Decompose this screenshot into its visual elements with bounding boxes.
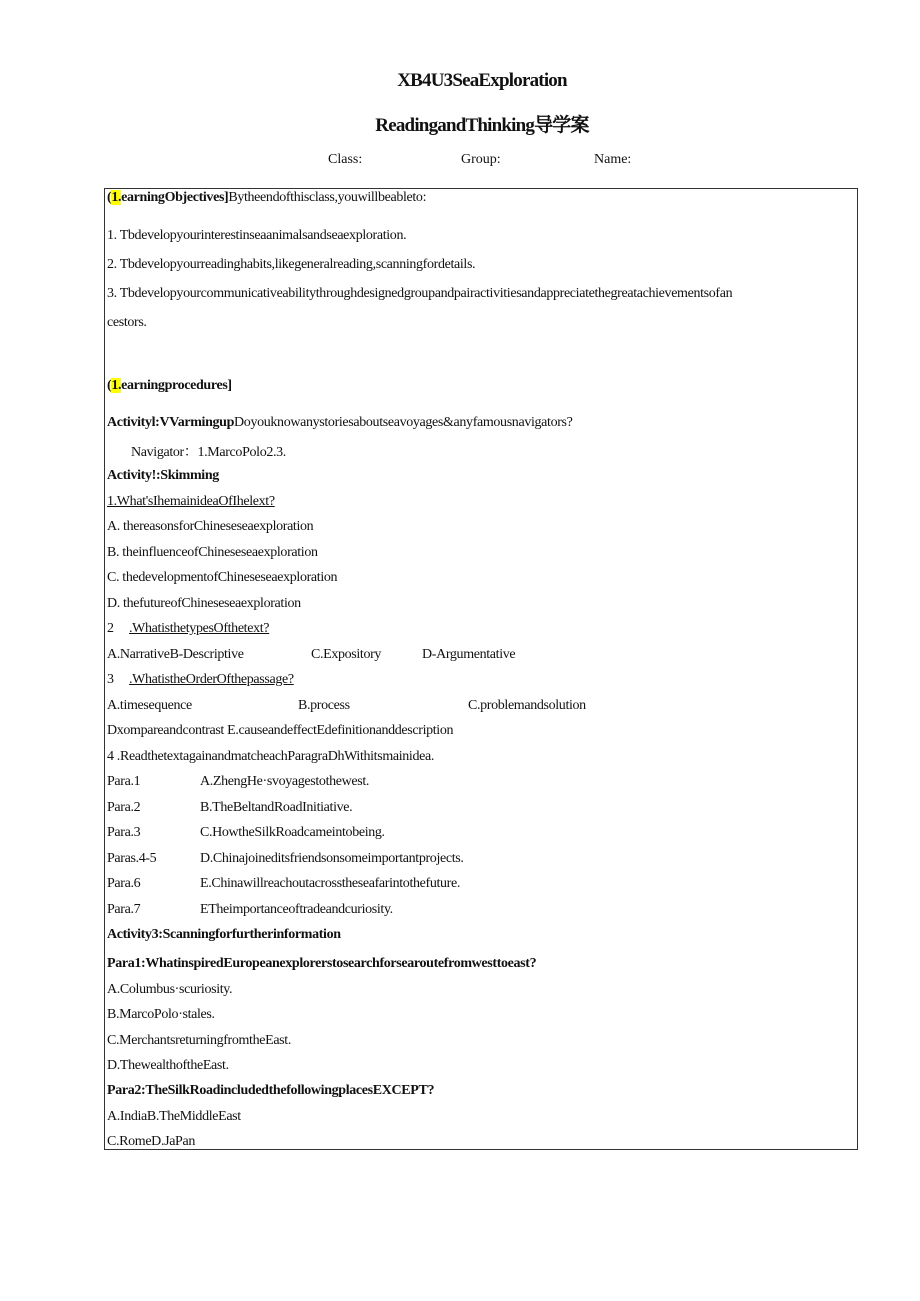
order-option-c: C.problemandsolution bbox=[468, 698, 586, 713]
question-text-type: .WhatisthetypesOfthetext? bbox=[129, 621, 270, 636]
activity2-heading: Activity!:Skimming bbox=[107, 468, 219, 483]
name-label: Name: bbox=[594, 152, 632, 167]
objectives-heading: (1.earningObjectives]Bytheendofthisclass,youwillbeableto: bbox=[107, 190, 427, 205]
para1-option-c: C.MerchantsreturningfromtheEast. bbox=[107, 1033, 291, 1048]
content-table-border bbox=[104, 188, 858, 1150]
objective-item: 1. Tbdevelopyourinterestinseaanimalsandseaexploration. bbox=[107, 228, 407, 243]
order-option-b: B.process bbox=[298, 698, 350, 713]
match-para: Paras.4-5 bbox=[107, 851, 157, 866]
match-para: Para.6 bbox=[107, 876, 141, 891]
question-match: 4 .ReadthetextagainandmatcheachParagraDhWithitsmainidea. bbox=[107, 749, 434, 764]
para1-question: Para1:WhatinspiredEuropeanexplorerstosearchforsearoutefromwesttoeast? bbox=[107, 956, 537, 971]
text-type-option-c: C.Expository bbox=[311, 647, 382, 662]
question-main-idea: 1.What'sIhemainideaOfIhelext? bbox=[107, 494, 275, 509]
para1-option-b: B.MarcoPolo·stales. bbox=[107, 1007, 215, 1022]
match-idea: A.ZhengHe·svoyagestothewest. bbox=[200, 774, 370, 789]
match-idea: D.Chinajoineditsfriendsonsomeimportantprojects. bbox=[200, 851, 464, 866]
question-order: .WhatistheOrderOfthepassage? bbox=[129, 672, 294, 687]
match-idea: E.Chinawillreachoutacrosstheseafarintothefuture. bbox=[200, 876, 460, 891]
activity3-heading: Activity3:Scanningforfurtherinformation bbox=[107, 927, 341, 942]
para2-options-cd: C.RomeD.JaPan bbox=[107, 1134, 196, 1149]
worksheet-subtitle: ReadingandThinking导学案 bbox=[375, 115, 589, 136]
match-idea: ETheimportanceoftradeandcuriosity. bbox=[200, 902, 393, 917]
procedures-heading: (1.earningprocedures] bbox=[107, 378, 232, 393]
match-idea: C.HowtheSilkRoadcameintobeing. bbox=[200, 825, 385, 840]
para2-options-ab: A.IndiaB.TheMiddleEast bbox=[107, 1109, 241, 1124]
order-options-de: Dxompareandcontrast E.causeandeffectEdefinitionanddescription bbox=[107, 723, 454, 738]
class-label: Class: bbox=[328, 152, 363, 167]
match-para: Para.1 bbox=[107, 774, 141, 789]
navigator-line: Navigator：1.MarcoPolo2.3. bbox=[131, 445, 286, 460]
para1-option-a: A.Columbus·scuriosity. bbox=[107, 982, 233, 997]
question-order-number: 3 bbox=[107, 672, 114, 687]
question-text-type-number: 2 bbox=[107, 621, 114, 636]
objective-item: 2. Tbdevelopyourreadinghabits,likegeneralreading,scanningfordetails. bbox=[107, 257, 476, 272]
objective-item: 3. Tbdevelopyourcommunicativeabilitythroughdesignedgroupandpairactivitiesandappreciatethegreatachievementsofan bbox=[107, 286, 733, 301]
para2-question: Para2:TheSilkRoadincludedthefollowingplacesEXCEPT? bbox=[107, 1083, 435, 1098]
match-para: Para.3 bbox=[107, 825, 141, 840]
activity1-line: Activityl:VVarmingupDoyouknowanystoriesaboutseavoyages&anyfamousnavigators? bbox=[107, 415, 573, 430]
text-type-option-d: D-Argumentative bbox=[422, 647, 516, 662]
option-c: C. thedevelopmentofChineseseaexploration bbox=[107, 570, 338, 585]
worksheet-title: XB4U3SeaExploration bbox=[397, 70, 567, 91]
group-label: Group: bbox=[461, 152, 501, 167]
para1-option-d: D.ThewealthoftheEast. bbox=[107, 1058, 229, 1073]
objective-item-continued: cestors. bbox=[107, 315, 147, 330]
match-idea: B.TheBeltandRoadInitiative. bbox=[200, 800, 353, 815]
text-type-options-ab: A.NarrativeB-Descriptive bbox=[107, 647, 244, 662]
option-b: B. theinfluenceofChineseseaexploration bbox=[107, 545, 318, 560]
match-para: Para.7 bbox=[107, 902, 141, 917]
option-a: A. thereasonsforChineseseaexploration bbox=[107, 519, 314, 534]
order-option-a: A.timesequence bbox=[107, 698, 192, 713]
option-d: D. thefutureofChineseseaexploration bbox=[107, 596, 301, 611]
match-para: Para.2 bbox=[107, 800, 141, 815]
